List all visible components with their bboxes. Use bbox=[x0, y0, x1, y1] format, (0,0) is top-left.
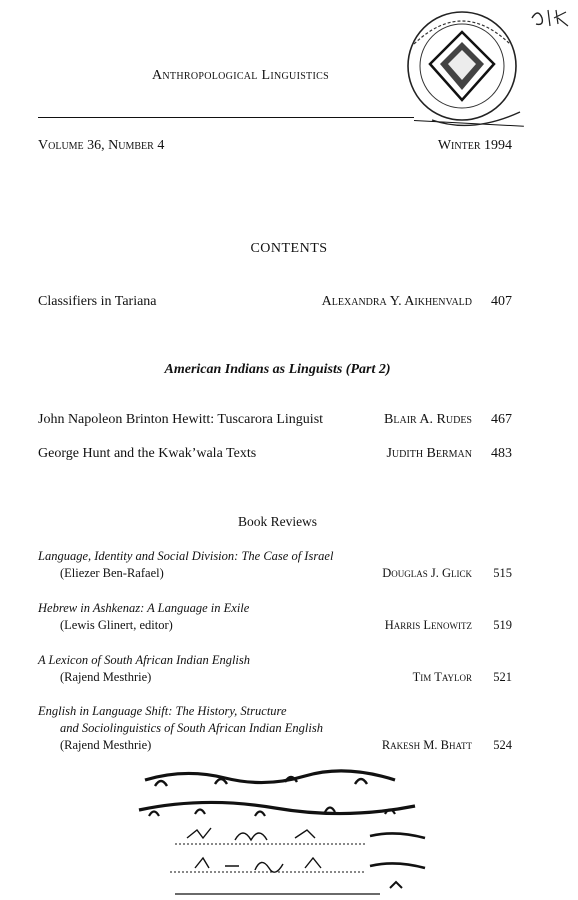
volume-number: Volume 36, Number 4 bbox=[38, 138, 165, 153]
header-rule bbox=[38, 117, 414, 118]
article-title: Classifiers in Tariana bbox=[38, 294, 157, 309]
reviewer-name: Tim Taylor bbox=[412, 670, 472, 684]
section-title: American Indians as Linguists (Part 2) bbox=[164, 362, 391, 377]
issue-season: Winter 1994 bbox=[437, 138, 512, 153]
review-book-author: (Eliezer Ben-Rafael) bbox=[60, 566, 164, 580]
article-row bbox=[38, 446, 512, 464]
journal-title: Anthropological Linguistics bbox=[152, 68, 329, 83]
review-entry bbox=[38, 549, 512, 585]
article-page: 467 bbox=[491, 412, 512, 427]
review-entry bbox=[38, 601, 512, 637]
review-page: 524 bbox=[493, 738, 512, 752]
book-reviews-heading: Book Reviews bbox=[237, 514, 318, 529]
review-book-title: A Lexicon of South African Indian English bbox=[38, 653, 251, 667]
reviewer-name: Harris Lenowitz bbox=[384, 618, 472, 632]
handwritten-mark-icon bbox=[528, 4, 574, 44]
library-seal-icon bbox=[392, 4, 532, 134]
review-page: 515 bbox=[493, 566, 512, 580]
article-page: 483 bbox=[491, 446, 512, 461]
reviewer-name: Douglas J. Glick bbox=[382, 566, 472, 580]
review-book-title: Hebrew in Ashkenaz: A Language in Exile bbox=[38, 601, 250, 615]
article-row bbox=[38, 412, 512, 430]
review-book-author: (Rajend Mesthrie) bbox=[60, 670, 152, 684]
article-title: John Napoleon Brinton Hewitt: Tuscarora Linguist bbox=[38, 412, 324, 427]
article-author: Blair A. Rudes bbox=[384, 412, 472, 427]
review-book-title: English in Language Shift: The History, Structure bbox=[38, 704, 287, 718]
registration-stamp-icon bbox=[125, 760, 435, 900]
review-entry bbox=[38, 653, 512, 689]
review-page: 521 bbox=[493, 670, 512, 684]
article-row bbox=[38, 294, 512, 312]
review-page: 519 bbox=[493, 618, 512, 632]
article-title: George Hunt and the Kwak’wala Texts bbox=[38, 446, 257, 461]
review-book-title-continued: and Sociolinguistics of South African Indian English bbox=[60, 721, 323, 735]
article-author: Alexandra Y. Aikhenvald bbox=[321, 294, 472, 309]
article-author: Judith Berman bbox=[386, 446, 472, 461]
review-book-author: (Lewis Glinert, editor) bbox=[60, 618, 173, 632]
review-book-author: (Rajend Mesthrie) bbox=[60, 738, 152, 752]
review-book-title: Language, Identity and Social Division: The Case of Israel bbox=[38, 549, 334, 563]
article-page: 407 bbox=[491, 294, 512, 309]
review-entry bbox=[38, 704, 512, 756]
contents-heading: CONTENTS bbox=[250, 241, 328, 256]
reviewer-name: Rakesh M. Bhatt bbox=[381, 738, 472, 752]
